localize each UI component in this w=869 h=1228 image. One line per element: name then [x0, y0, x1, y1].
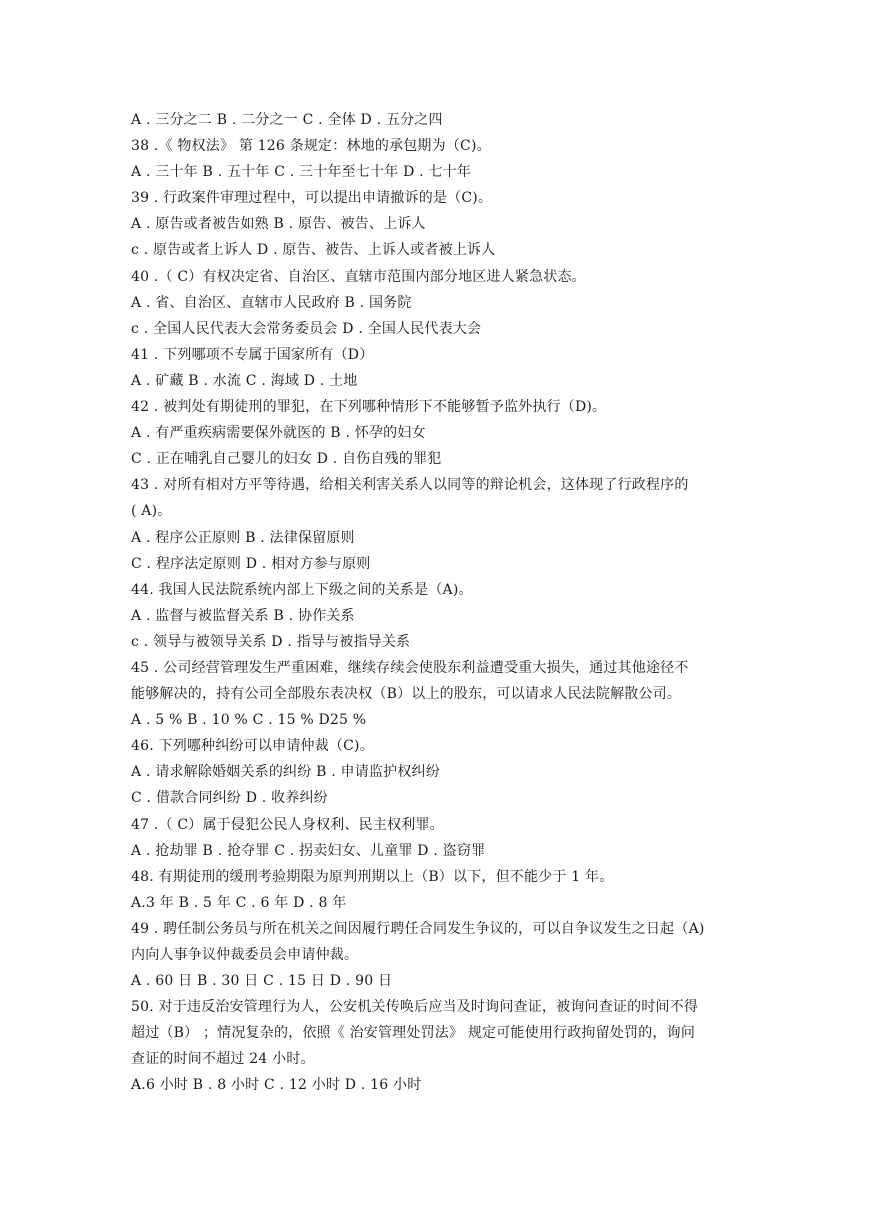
document-body	[131, 107, 741, 1099]
q42-options-2: C . 正在哺乳自己婴儿的妇女 D . 自伤自残的罪犯	[131, 451, 442, 468]
q42-question: 42 . 被判处有期徒刑的罪犯，在下列哪种情形下不能够暂予监外执行（D)。	[131, 399, 607, 416]
q50-question-3: 查证的时间不超过 24 小时。	[131, 1051, 315, 1068]
q47-question: 47 .（ C）属于侵犯公民人身权利、民主权利罪。	[131, 816, 444, 833]
q47-options: A . 抢劫罪 B . 抢夺罪 C . 拐卖妇女、儿童罪 D . 盗窃罪	[131, 842, 486, 859]
q41-options: A . 矿藏 B . 水流 C . 海域 D . 土地	[131, 372, 358, 389]
q49-options: A . 60 日 B . 30 日 C . 15 日 D . 90 日	[131, 973, 393, 990]
q45-question-2: 能够解决的，持有公司全部股东表决权（B）以上的股东，可以请求人民法院解散公司。	[131, 686, 682, 703]
q49-question-1: 49 . 聘任制公务员与所在机关之间因履行聘任合同发生争议的，可以自争议发生之日起（A)	[131, 920, 705, 937]
q43-options-1: A . 程序公正原则 B . 法律保留原则	[131, 529, 355, 546]
q44-options-2: c . 领导与被领导关系 D . 指导与被指导关系	[131, 633, 411, 650]
q50-options: A.6 小时 B . 8 小时 C . 12 小时 D . 16 小时	[131, 1077, 422, 1094]
q44-options-1: A . 监督与被监督关系 B . 协作关系	[131, 607, 355, 624]
q37-options: A . 三分之二 B . 二分之一 C . 全体 D . 五分之四	[131, 112, 443, 128]
q40-options-1: A . 省、自治区、直辖市人民政府 B . 国务院	[131, 294, 412, 311]
q45-options: A . 5 % B . 10 % C . 15 % D25 %	[131, 712, 367, 729]
q42-options-1: A . 有严重疾病需要保外就医的 B . 怀孕的妇女	[131, 425, 426, 442]
q39-options-2: c . 原告或者上诉人 D . 原告、被告、上诉人或者被上诉人	[131, 242, 496, 259]
q43-options-2: C . 程序法定原则 D . 相对方参与原则	[131, 555, 371, 572]
q49-question-2: 内向人事争议仲裁委员会申请仲裁。	[131, 947, 359, 963]
q46-question: 46. 下列哪种纠纷可以申请仲裁（C)。	[131, 738, 374, 755]
q45-question-1: 45 . 公司经营管理发生严重困难，继续存续会使股东利益遭受重大损失，通过其他途径不	[131, 659, 689, 676]
q50-question-1: 50. 对于违反治安管理行为人，公安机关传唤后应当及时询问查证，被询问查证的时间不得	[131, 999, 699, 1016]
q44-question: 44. 我国人民法院系统内部上下级之间的关系是（A)。	[131, 581, 473, 598]
q39-question: 39 . 行政案件审理过程中，可以提出申请撤诉的是（C)。	[131, 190, 493, 207]
q40-question: 40 .（ C）有权决定省、自治区、直辖市范围内部分地区进人紧急状态。	[131, 268, 586, 285]
q50-question-2: 超过（B） ；情况复杂的，依照《 治安管理处罚法》 规定可能使用行政拘留处罚的，询问	[131, 1025, 696, 1042]
q40-options-2: c . 全国人民代表大会常务委员会 D . 全国人民代表大会	[131, 320, 482, 337]
q43-question-1: 43 . 对所有相对方平等待遇，给相关利害关系人以同等的辩论机会，这体现了行政程序的	[131, 477, 689, 494]
q48-options: A.3 年 B . 5 年 C . 6 年 D . 8 年	[131, 894, 347, 911]
q39-options-1: A . 原告或者被告如熟 B . 原告、被告、上诉人	[131, 216, 426, 233]
q46-options-2: C . 借款合同纠纷 D . 收养纠纷	[131, 790, 328, 807]
q43-question-2: ( A)。	[131, 503, 172, 520]
q48-question: 48. 有期徒刑的缓刑考验期限为原判刑期以上（B）以下，但不能少于 1 年。	[131, 868, 614, 885]
q38-question: 38 .《 物权法》 第 126 条规定：林地的承包期为（C)。	[131, 138, 491, 155]
q38-options: A . 三十年 B . 五十年 C . 三十年至七十年 D . 七十年	[131, 164, 472, 181]
q41-question: 41 . 下列哪项不专属于国家所有（D）	[131, 346, 374, 363]
q46-options-1: A . 请求解除婚姻关系的纠纷 B . 申请监护权纠纷	[131, 764, 440, 781]
